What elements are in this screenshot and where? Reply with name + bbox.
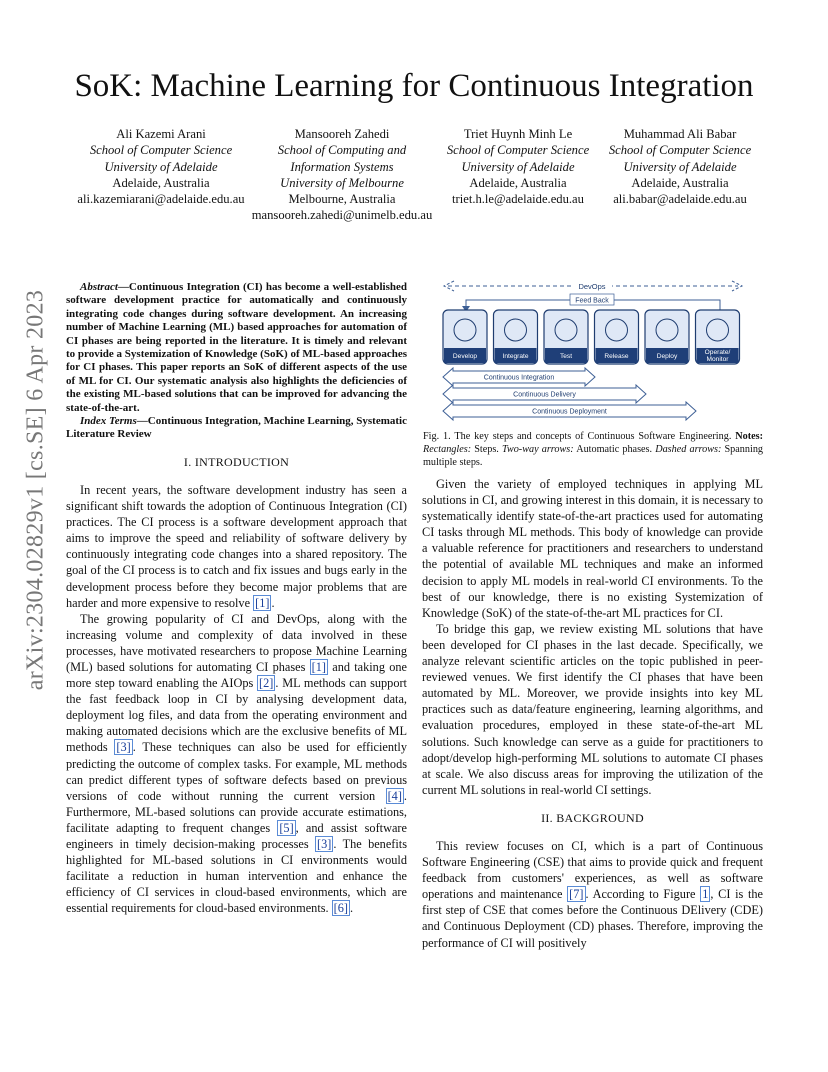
arrow-label: Continuous Deployment [532, 408, 607, 416]
section-heading-background: II. BACKGROUND [541, 810, 644, 825]
index-terms-text: —Continuous Integration, Machine Learning, Systematic Literature Review [66, 415, 407, 441]
author-affiliation: University of Adelaide [104, 159, 218, 174]
step-label: Test [559, 353, 573, 360]
step-release [595, 310, 639, 364]
index-lead: Index Terms [80, 415, 137, 428]
background-paragraph-1: This review focuses on CI, which is a part of Continuous Software Engineering (CSE) that aims to provide quick and frequent feedback from customers' experiences, as well as software operations and maintenance [7] . According to Figure 1 , CI is the first step of CSE that comes before the Continuous DElivery (CDE) and Continuous Deployment (CD) phases. Therefore, improving the performance of CI will positively [422, 838, 763, 950]
step-label: Deploy [656, 353, 678, 360]
citation-link[interactable]: [3] [116, 740, 131, 755]
citation-link[interactable]: [6] [333, 901, 349, 916]
continuous-arrows [443, 368, 696, 420]
author-block-4 [598, 126, 762, 207]
step-develop [443, 310, 487, 364]
intro-paragraph-2: The growing popularity of CI and DevOps, along with the increasing volume and complexity of data involved in these processes, have motivated researchers to propose Machine Learning (ML) based solutions for automating CI phases [1] and taking one more step toward enabling the AIOps [2] . ML methods can support the fast feedback loop in CI by analysing development data, deployment log files, and data from the operating environment and making automated decisions which are the exclusive benefits of ML methods [3] . These techniques can also be used for efficiently predicting the outcome of complex tasks. For example, ML methods can predict different types of software defects based on previous versions of code without running the current version [4] . Furthermore, ML-based solutions can provide accurate estimations, facilitate adapting to frequent changes [5] , and assist software engineers in timely decision-making processes [3] . The benefits highlighted for ML-based solutions in CI environments would facilitate a reduction in human intervention and enhance the efficiency of CI services in cloud-based environments, which are essential requirements for cloud-based environments. [6] . [66, 611, 408, 916]
intro-paragraph-1: In recent years, the software development industry has seen a significant shift towards the adoption of Continuous Integration (CI) practices. The CI process is a software development approach that aims to improve the speed and reliability of software delivery by continuously integrating code changes into a shared repository. The goal of the CI process is to catch and fix issues and bugs early in the development process before they become major problems that are harder and more expensive to resolve [1] . [66, 482, 407, 610]
author-name: Triet Huynh Minh Le [463, 127, 573, 141]
left-column [66, 281, 407, 917]
index-terms [66, 415, 407, 442]
author-location: Melbourne, Australia [288, 192, 396, 207]
author-location: Adelaide, Australia [631, 175, 729, 190]
citation-link[interactable]: [3] [317, 837, 332, 852]
author-affiliation: School of Computer Science [608, 143, 752, 158]
arxiv-id-text: arXiv:2304.02829v1 [cs.SE] 6 Apr 2023 [22, 289, 49, 691]
devops-dashed-arrow [444, 280, 742, 291]
feedback-label: Feed Back [575, 297, 609, 305]
author-affiliation: School of Computer Science [446, 143, 590, 158]
abstract-lead: Abstract [80, 281, 118, 293]
citation-link[interactable]: [1] [255, 595, 270, 610]
figure-1-diagram [440, 276, 746, 424]
author-block-3 [436, 126, 600, 207]
right-paragraph-1: Given the variety of employed techniques in applying ML solutions in CI, and growing interest in this domain, it is necessary to systematically identify state-of-the-art practices used for automating CI tasks through ML methods. This body of knowledge can provide a valuable reference for practitioners and researchers to understand the potential of available ML techniques and make an informed decision to apply ML models in real-world CI environments. To the best of our knowledge, there is no existing Systemization of Knowledge (SoK) of the state-of-the-art ML practices for CI. [422, 477, 763, 620]
step-test [544, 310, 588, 364]
step-deploy [645, 310, 689, 364]
step-label: Release [604, 353, 629, 360]
author-email[interactable]: ali.babar@adelaide.edu.au [613, 192, 747, 207]
citation-link[interactable]: [4] [387, 788, 402, 803]
continuous-integration-arrow [443, 368, 595, 386]
author-email[interactable]: triet.h.le@adelaide.edu.au [452, 192, 584, 207]
continuous-delivery-arrow [443, 385, 646, 403]
author-location: Adelaide, Australia [112, 175, 210, 190]
step-label: Develop [452, 353, 478, 360]
abstract-text: —Continuous Integration (CI) has become a well-established software development practice for automatically and continuously integrating code changes during software development. An increasing number of Machine Learning (ML) based approaches for automation of CI phases are being reported in the literature. It is timely and relevant to provide a Systemization of Knowledge (SoK) of ML-based approaches for CI phases. This paper reports an SoK of different aspects of the use of ML for CI. Our systematic analysis also highlights the deficiencies of the existing ML-based solutions that can be improved for advancing the state-of-the-art. [66, 281, 407, 414]
citation-link[interactable]: [2] [259, 676, 274, 691]
author-affiliation: School of Computer Science [89, 143, 233, 158]
author-block-2 [244, 126, 440, 224]
step-integrate [494, 310, 538, 364]
step-boxes [443, 310, 740, 364]
author-location: Adelaide, Australia [469, 175, 567, 190]
author-name: Ali Kazemi Arani [116, 127, 206, 141]
figure-reference-link[interactable]: 1 [702, 887, 709, 902]
arxiv-identifier [16, 289, 56, 691]
author-affiliation: School of Computing and [277, 143, 407, 158]
step-operate-monitor [696, 310, 740, 364]
author-affiliation: University of Adelaide [623, 159, 737, 174]
devops-label: DevOps [578, 282, 606, 291]
abstract [66, 281, 407, 415]
continuous-deployment-arrow [443, 402, 696, 420]
feedback-loop [462, 294, 720, 312]
author-affiliation: Information Systems [290, 159, 394, 174]
step-label: Integrate [502, 353, 529, 360]
citation-link[interactable]: [5] [279, 820, 294, 835]
step-label: Monitor [706, 356, 729, 363]
author-name: Muhammad Ali Babar [623, 127, 737, 141]
section-heading-introduction: I. INTRODUCTION [183, 454, 290, 469]
figure-caption: Fig. 1. The key steps and concepts of Continuous Software Engineering. Notes: Rectangles: Steps. Two-way arrows: Automatic phases. Dashed arrows: Spanning multiple steps. [423, 431, 764, 468]
author-affiliation: University of Melbourne [280, 175, 404, 190]
citation-link[interactable]: [7] [569, 887, 584, 902]
author-name: Mansooreh Zahedi [294, 127, 390, 141]
author-affiliation: University of Adelaide [461, 159, 575, 174]
citation-link[interactable]: [1] [311, 660, 326, 674]
arrow-label: Continuous Integration [483, 374, 555, 382]
step-label: Operate/ [704, 349, 731, 356]
right-column [422, 476, 763, 951]
author-block-1 [72, 126, 250, 207]
author-email[interactable]: ali.kazemiarani@adelaide.edu.au [77, 192, 245, 207]
paper-title: SoK: Machine Learning for Continuous Integration [74, 68, 754, 104]
author-email[interactable]: mansooreh.zahedi@unimelb.edu.au [251, 208, 433, 223]
right-paragraph-2: To bridge this gap, we review existing ML solutions that have been developed for CI phases in the last decade. Specifically, we analyze relevant scientific articles on the topic published in peer-reviewed venues. We first identify the CI phases that have been automated by ML. Moreover, we provide insights into key ML practices such as data/feature engineering, learning algorithms, and evaluation procedures, employed in these state-of-the-art ML solutions. Such knowledge can serve as a guide for practitioners to adopt/develop high-performing ML solutions to automate CI phases at scale. We also discuss areas for improving the utilization of the current ML solutions in real-world CI settings. [422, 621, 763, 797]
arrow-label: Continuous Delivery [513, 391, 576, 399]
